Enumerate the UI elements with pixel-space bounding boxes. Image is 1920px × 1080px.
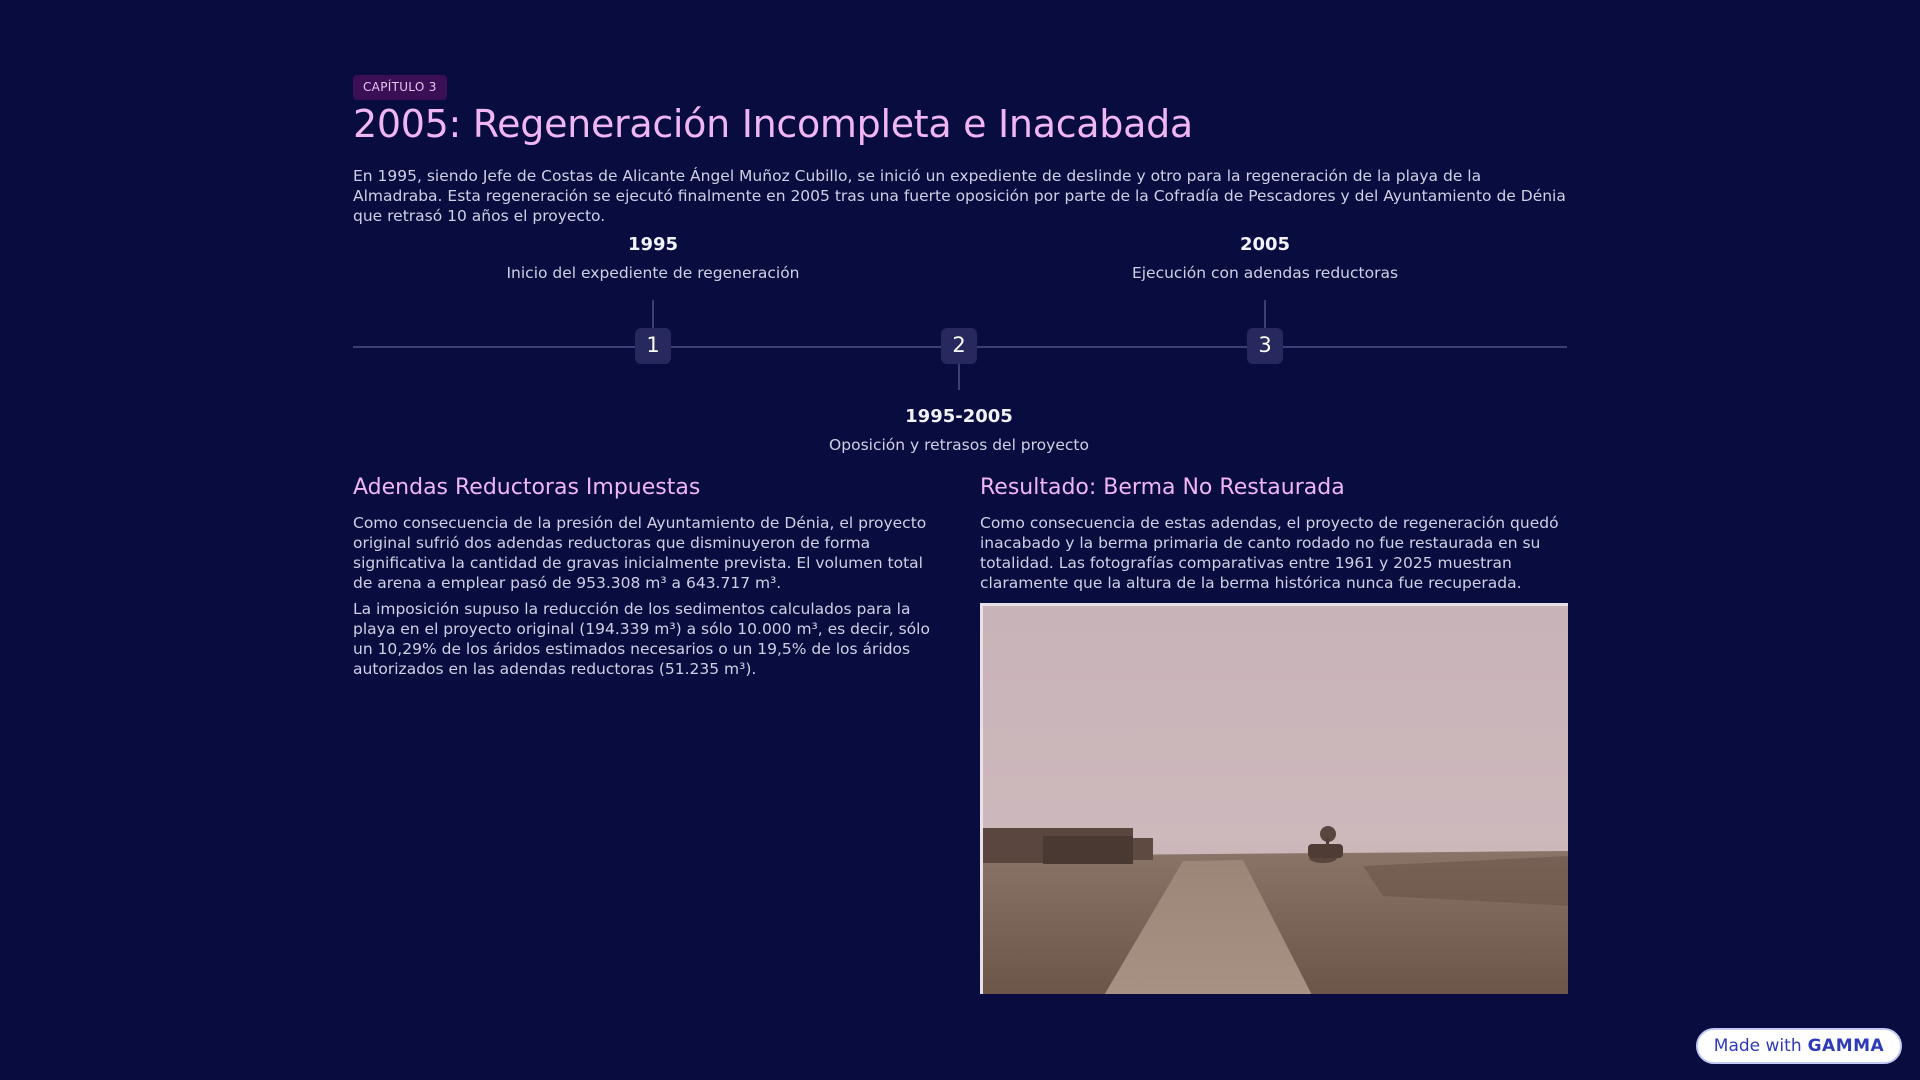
- photo-image: [983, 606, 1568, 994]
- page-title: 2005: Regeneración Incompleta e Inacabada: [353, 102, 1193, 146]
- chapter-badge: CAPÍTULO 3: [353, 75, 447, 100]
- timeline-node-2: 2: [941, 328, 977, 364]
- left-paragraph-2: La imposición supuso la reducción de los sedimentos calculados para la playa en el proyecto original (194.339 m³) a sólo 10.000 m³, es decir, sólo un 10,29% de los áridos estimados necesarios o un 19,5% de los áridos autorizados en las adendas reductoras (51.235 m³).: [353, 600, 930, 678]
- timeline-desc-3: Ejecución con adendas reductoras: [1131, 264, 1399, 282]
- badge-prefix: Made with: [1713, 1036, 1802, 1056]
- timeline-desc-1: Inicio del expediente de regeneración: [506, 264, 800, 282]
- timeline-tick-1: [652, 300, 654, 330]
- timeline-node-3: 3: [1247, 328, 1283, 364]
- right-paragraph: Como consecuencia de estas adendas, el proyecto de regeneración quedó inacabado y la berma primaria de canto rodado no fue restaurada en su totalidad. Las fotografías comparativas entre 1961 y 2025 muestran claramente que la altura de la berma histórica nunca fue recuperada.: [980, 514, 1559, 592]
- left-section-title: Adendas Reductoras Impuestas: [353, 475, 701, 500]
- timeline: [353, 230, 1567, 460]
- timeline-tick-2: [958, 364, 960, 390]
- timeline-node-1: 1: [635, 328, 671, 364]
- timeline-tick-3: [1264, 300, 1266, 330]
- historic-beach-photo: [980, 603, 1568, 994]
- timeline-year-3: 2005: [1239, 234, 1291, 255]
- intro-paragraph: En 1995, siendo Jefe de Costas de Alicante Ángel Muñoz Cubillo, se inició un expediente de deslinde y otro para la regeneración de la playa de la Almadraba. Esta regeneración se ejecutó finalmente en 2005 tras una fuerte oposición por parte de la Cofradía de Pescadores y del Ayuntamiento de Dénia que retrasó 10 años el proyecto.: [353, 167, 1566, 225]
- made-with-gamma-badge[interactable]: [1696, 1028, 1902, 1064]
- timeline-year-2: 1995-2005: [905, 406, 1013, 427]
- gamma-logo-text: GAMMA: [1807, 1036, 1885, 1056]
- timeline-desc-2: Oposición y retrasos del proyecto: [829, 436, 1089, 454]
- left-paragraph-1: Como consecuencia de la presión del Ayuntamiento de Dénia, el proyecto original sufrió dos adendas reductoras que disminuyeron de forma significativa la cantidad de gravas inicialmente prevista. El volumen total de arena a emplear pasó de 953.308 m³ a 643.717 m³.: [353, 514, 927, 592]
- timeline-year-1: 1995: [627, 234, 679, 255]
- right-section-title: Resultado: Berma No Restaurada: [980, 475, 1345, 500]
